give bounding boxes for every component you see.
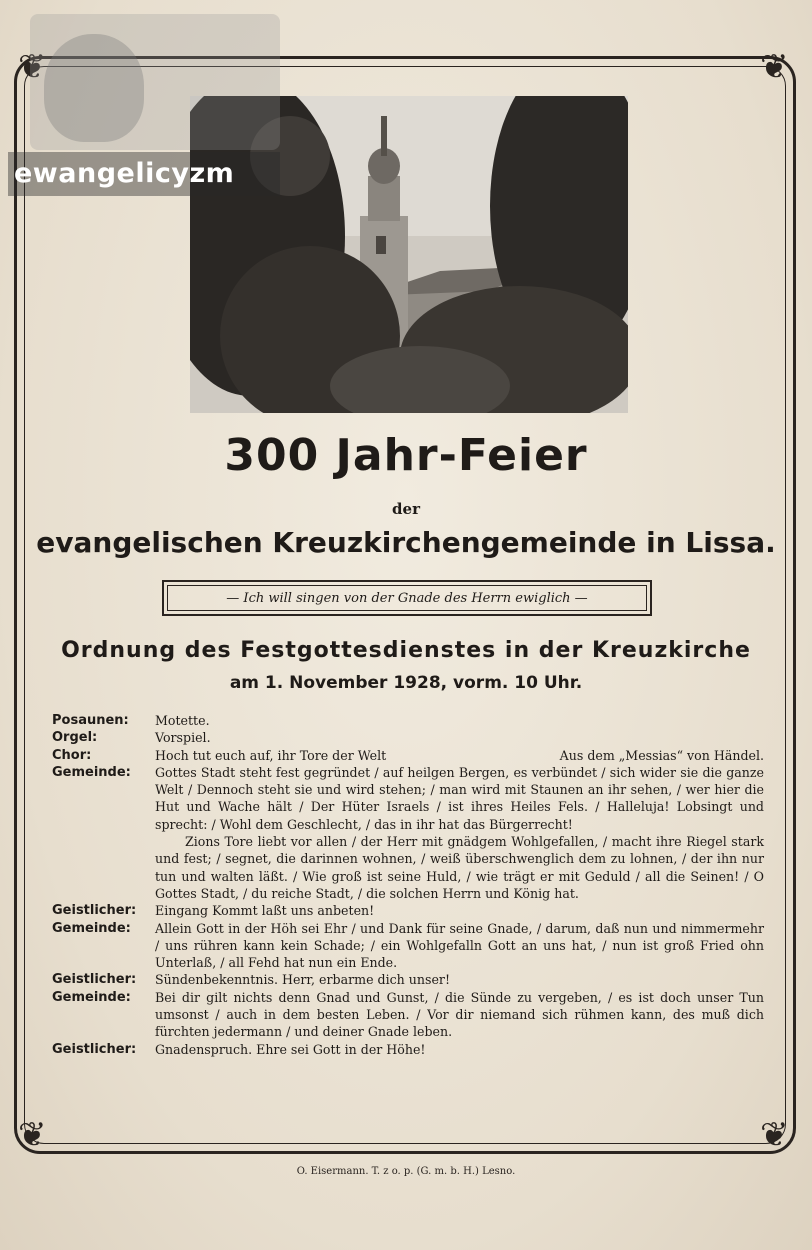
- program-row: [52, 989, 764, 1041]
- program-row: [52, 747, 764, 764]
- program-text: Eingang Kommt laßt uns anbeten!: [155, 903, 375, 919]
- service-program: [52, 712, 764, 1058]
- program-text: [155, 764, 764, 902]
- program-text: Vorspiel.: [155, 730, 211, 746]
- program-text: Gnadenspruch. Ehre sei Gott in der Höhe!: [155, 1041, 426, 1057]
- program-role: Gemeinde:: [52, 989, 131, 1005]
- program-role: Chor:: [52, 747, 92, 763]
- program-role: Posaunen:: [52, 713, 129, 728]
- program-text: Sündenbekenntnis. Herr, erbarme dich unser!: [155, 972, 450, 988]
- hymn-verse-1: Gottes Stadt steht fest gegründet / auf heilgen Bergen, es verbündet / sich wider sie die ganze Welt / Dennoch steht sie und wird stehen; / man wird mit Staunen an ihr sehen, / wer hier die Hut und Wache hält / Der Hüter Israels / ist ihres Heiles Fels. / Halleluja! Lobsingt und sprecht: / Wohl dem Geschlecht, / das in ihr hat das Bürgerrecht!: [155, 764, 764, 832]
- service-date: am 1. November 1928, vorm. 10 Uhr.: [229, 673, 583, 693]
- program-row: [52, 712, 764, 729]
- program-role: Gemeinde:: [52, 920, 131, 936]
- watermark-text: ewangelicyzm: [8, 152, 280, 196]
- program-role: Geistlicher:: [52, 1041, 137, 1057]
- service-order-title: Ordnung des Festgottesdienstes in der Kreuzkirche: [61, 638, 751, 663]
- motto-text: — Ich will singen von der Gnade des Herrn ewiglich —: [167, 585, 647, 611]
- corner-ornament-icon: ❦: [18, 47, 47, 87]
- program-row: [52, 971, 764, 988]
- chor-source: Aus dem „Messias“ von Händel.: [559, 747, 764, 763]
- program-text: Motette.: [155, 713, 210, 728]
- watermark-portrait-icon: [44, 34, 144, 142]
- page-subtitle: evangelischen Kreuzkirchengemeinde in Lissa.: [36, 526, 776, 559]
- motto-box: [162, 580, 652, 616]
- program-row: [52, 920, 764, 972]
- program-text: [155, 747, 764, 764]
- program-role: Orgel:: [52, 730, 98, 746]
- title-connector: der: [392, 500, 420, 518]
- hymn-verse-2: Zions Tore liebt vor allen / der Herr mit gnädgem Wohlgefallen, / macht ihre Riegel stark und fest; / segnet, die darinnen wohnen, / weiß überschwenglich dem zu lohnen, / der ihn nur tun und walten läßt. / Wie groß ist seine Huld, / wie trägt er mit Geduld / all die Seinen! / O Gottes Stadt, / du reiche Stadt, / die solchen Herrn und König hat.: [155, 834, 764, 901]
- program-row: [52, 902, 764, 919]
- corner-ornament-icon: ❦: [760, 1115, 789, 1155]
- printer-imprint: O. Eisermann. T. z o. p. (G. m. b. H.) Lesno.: [296, 1166, 516, 1177]
- program-row: [52, 1041, 764, 1058]
- program-text: Allein Gott in der Höh sei Ehr / und Dank für seine Gnade, / darum, daß nun und nimmermehr / uns rühren kann kein Schade; / ein Wohlgefalln Gott an uns hat, / nun ist groß Fried ohn Unterlaß, / all Fehd hat nun ein Ende.: [155, 920, 764, 971]
- page-title: 300 Jahr-Feier: [224, 430, 588, 481]
- corner-ornament-icon: ❦: [760, 47, 789, 87]
- program-row: [52, 729, 764, 746]
- program-role: Geistlicher:: [52, 972, 137, 988]
- chor-piece: Hoch tut euch auf, ihr Tore der Welt: [155, 747, 387, 763]
- program-row: [52, 764, 764, 902]
- corner-ornament-icon: ❦: [18, 1115, 47, 1155]
- program-text: Bei dir gilt nichts denn Gnad und Gunst, / die Sünde zu vergeben, / es ist doch unser Tun umsonst / auch in dem besten Leben. / Vor dir niemand sich rühmen kann, des muß dich fürchten jedermann / und deiner Gnade leben.: [155, 989, 764, 1040]
- program-role: Gemeinde:: [52, 764, 131, 780]
- program-role: Geistlicher:: [52, 903, 137, 919]
